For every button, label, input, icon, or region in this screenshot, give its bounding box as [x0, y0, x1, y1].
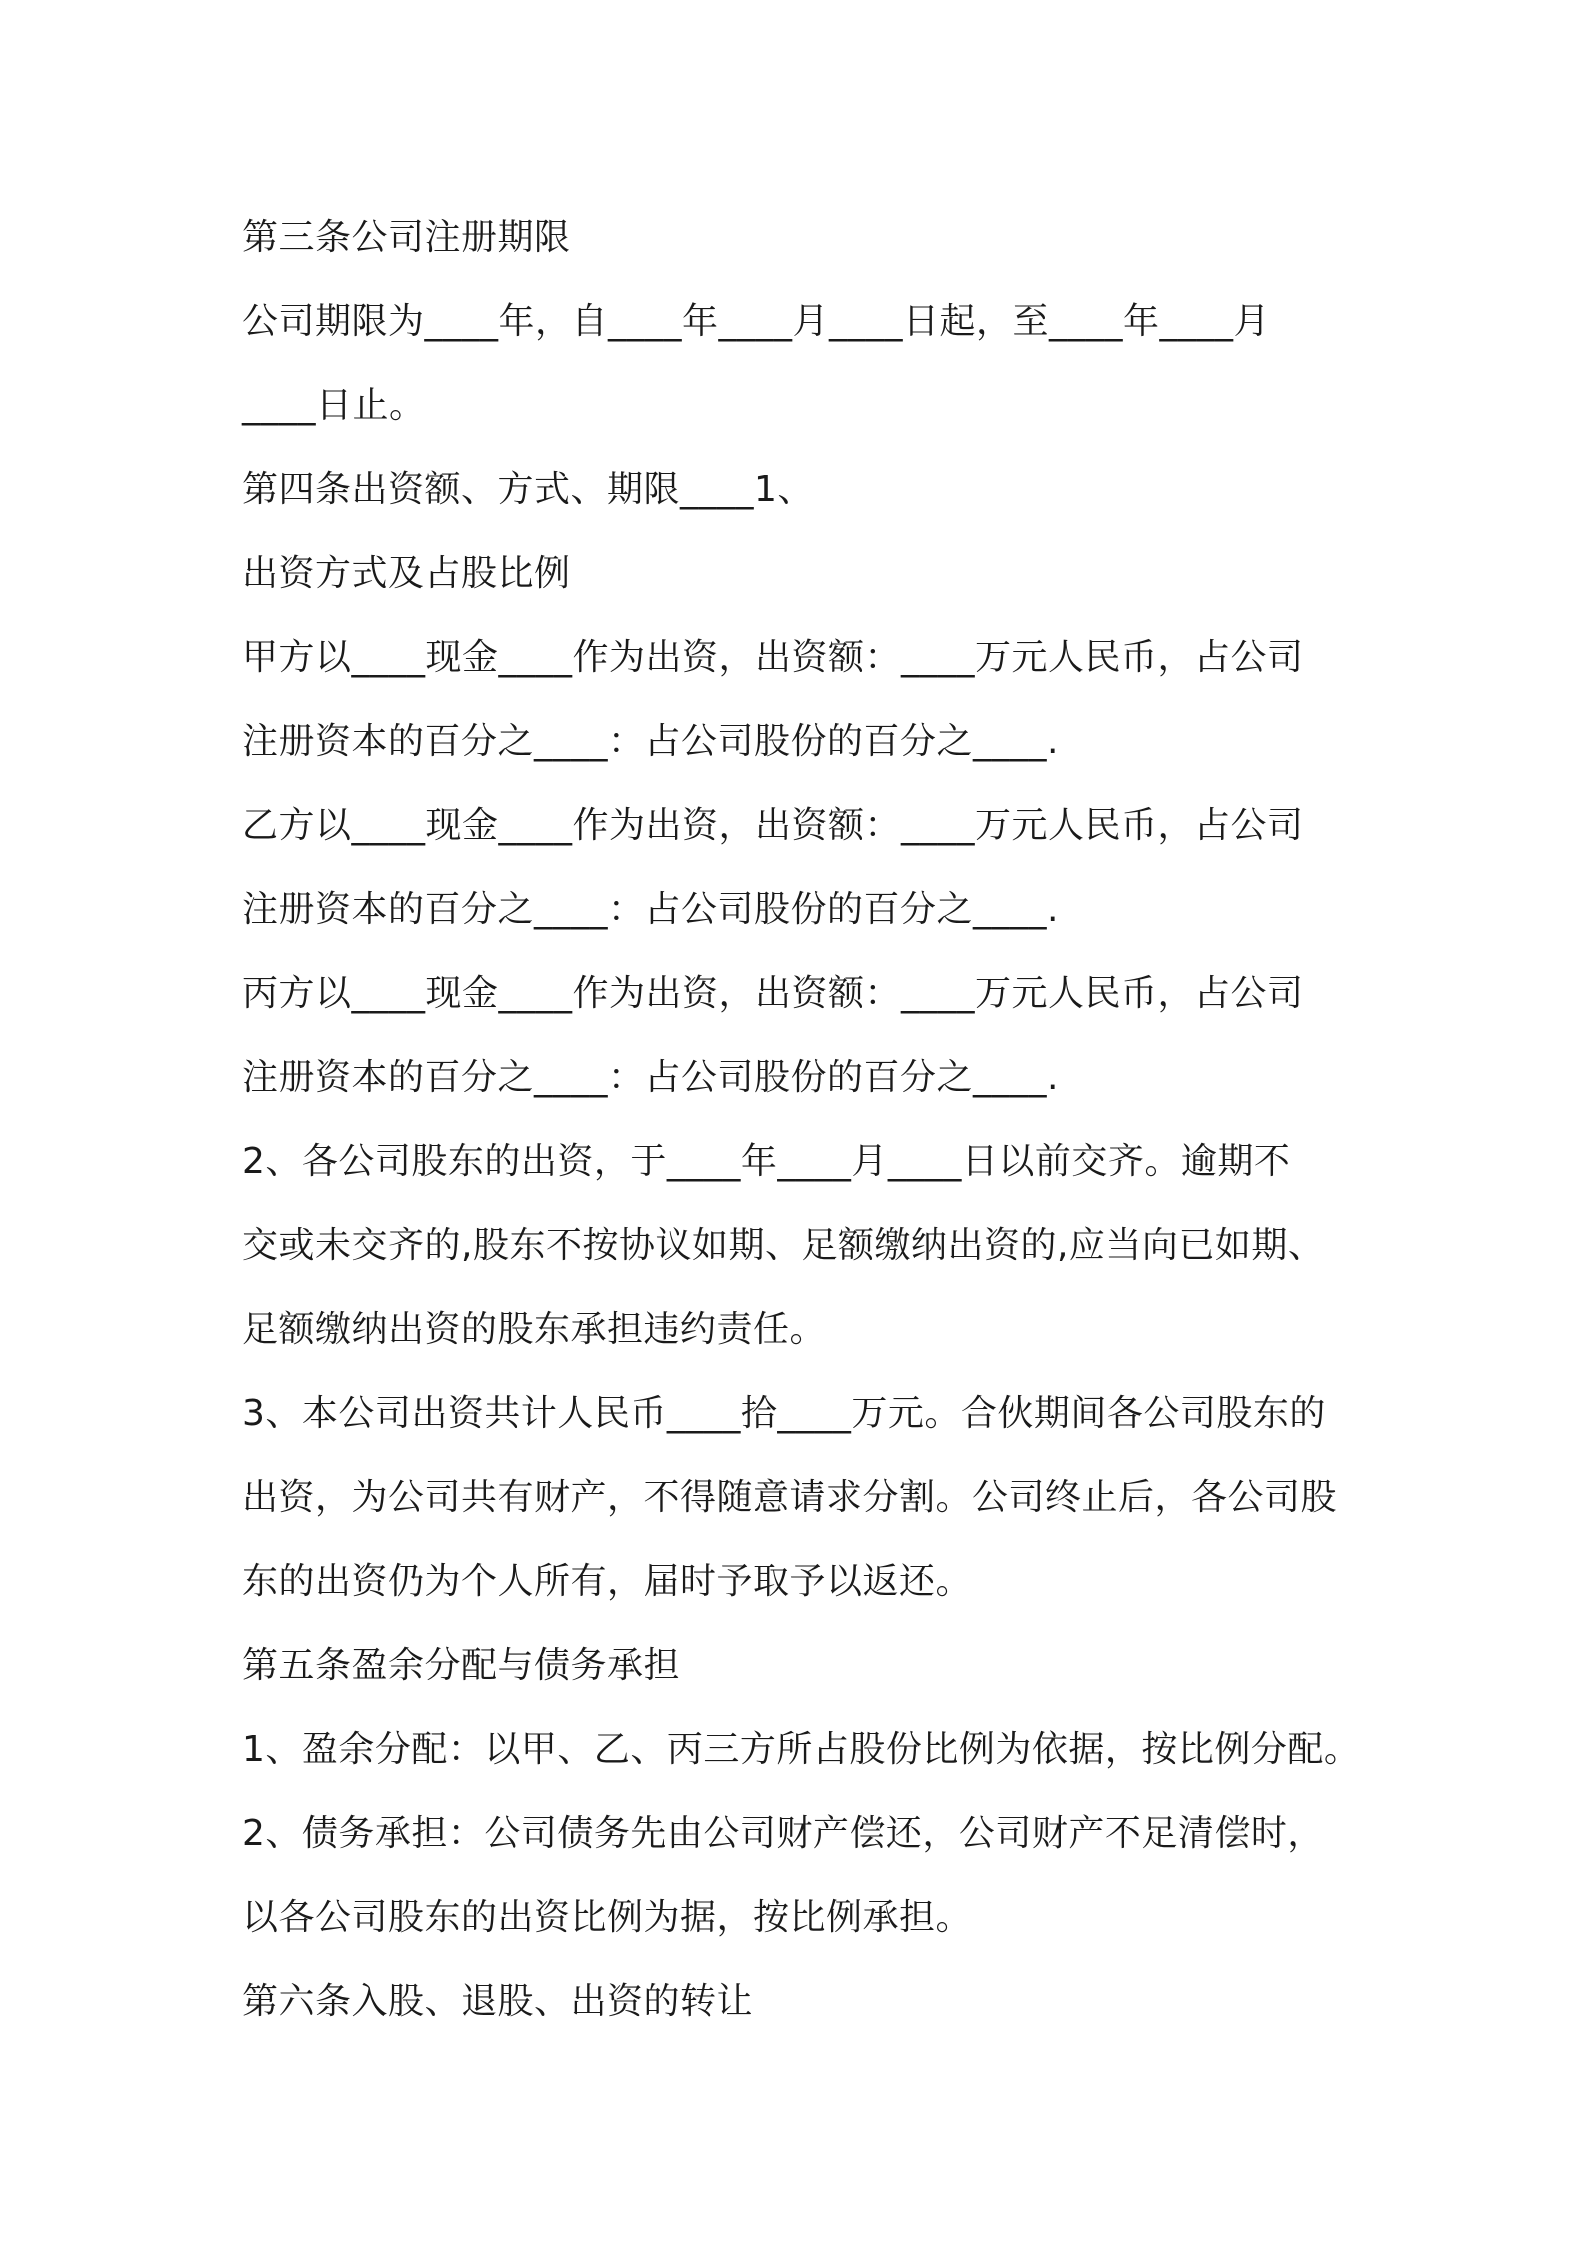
article-5-heading: 第五条盈余分配与债务承担 — [242, 1645, 681, 1686]
text-line: 注册资本的百分之____：占公司股份的百分之____. — [242, 889, 1059, 930]
text-line: 交或未交齐的,股东不按协议如期、足额缴纳出资的,应当向已如期、 — [242, 1225, 1325, 1266]
text-line: 乙方以____现金____作为出资，出资额：____万元人民币，占公司 — [242, 805, 1304, 846]
article-3-heading: 第三条公司注册期限 — [242, 217, 571, 258]
text-line: ____日止。 — [242, 385, 426, 426]
text-line: 出资，为公司共有财产，不得随意请求分割。公司终止后，各公司股 — [242, 1477, 1338, 1518]
text-line: 1、盈余分配：以甲、乙、丙三方所占股份比例为依据，按比例分配。 — [242, 1729, 1361, 1770]
text-line: 甲方以____现金____作为出资，出资额：____万元人民币，占公司 — [242, 637, 1304, 678]
text-line: 公司期限为____年，自____年____月____日起，至____年____月 — [242, 301, 1271, 342]
text-line: 注册资本的百分之____：占公司股份的百分之____. — [242, 721, 1059, 762]
text-line: 东的出资仍为个人所有，届时予取予以返还。 — [242, 1561, 973, 1602]
text-line: 3、本公司出资共计人民币____拾____万元。合伙期间各公司股东的 — [242, 1393, 1326, 1434]
article-4-heading: 第四条出资额、方式、期限____1、 — [242, 469, 814, 510]
document-body — [242, 196, 1442, 2044]
text-line: 注册资本的百分之____：占公司股份的百分之____. — [242, 1057, 1059, 1098]
text-line: 出资方式及占股比例 — [242, 553, 571, 594]
text-line: 2、债务承担：公司债务先由公司财产偿还，公司财产不足清偿时， — [242, 1813, 1324, 1854]
text-line: 足额缴纳出资的股东承担违约责任。 — [242, 1309, 827, 1350]
article-6-heading: 第六条入股、退股、出资的转让 — [242, 1981, 754, 2022]
text-line: 丙方以____现金____作为出资，出资额：____万元人民币，占公司 — [242, 973, 1304, 1014]
text-line: 2、各公司股东的出资，于____年____月____日以前交齐。逾期不 — [242, 1141, 1291, 1182]
text-line: 以各公司股东的出资比例为据，按比例承担。 — [242, 1897, 973, 1938]
